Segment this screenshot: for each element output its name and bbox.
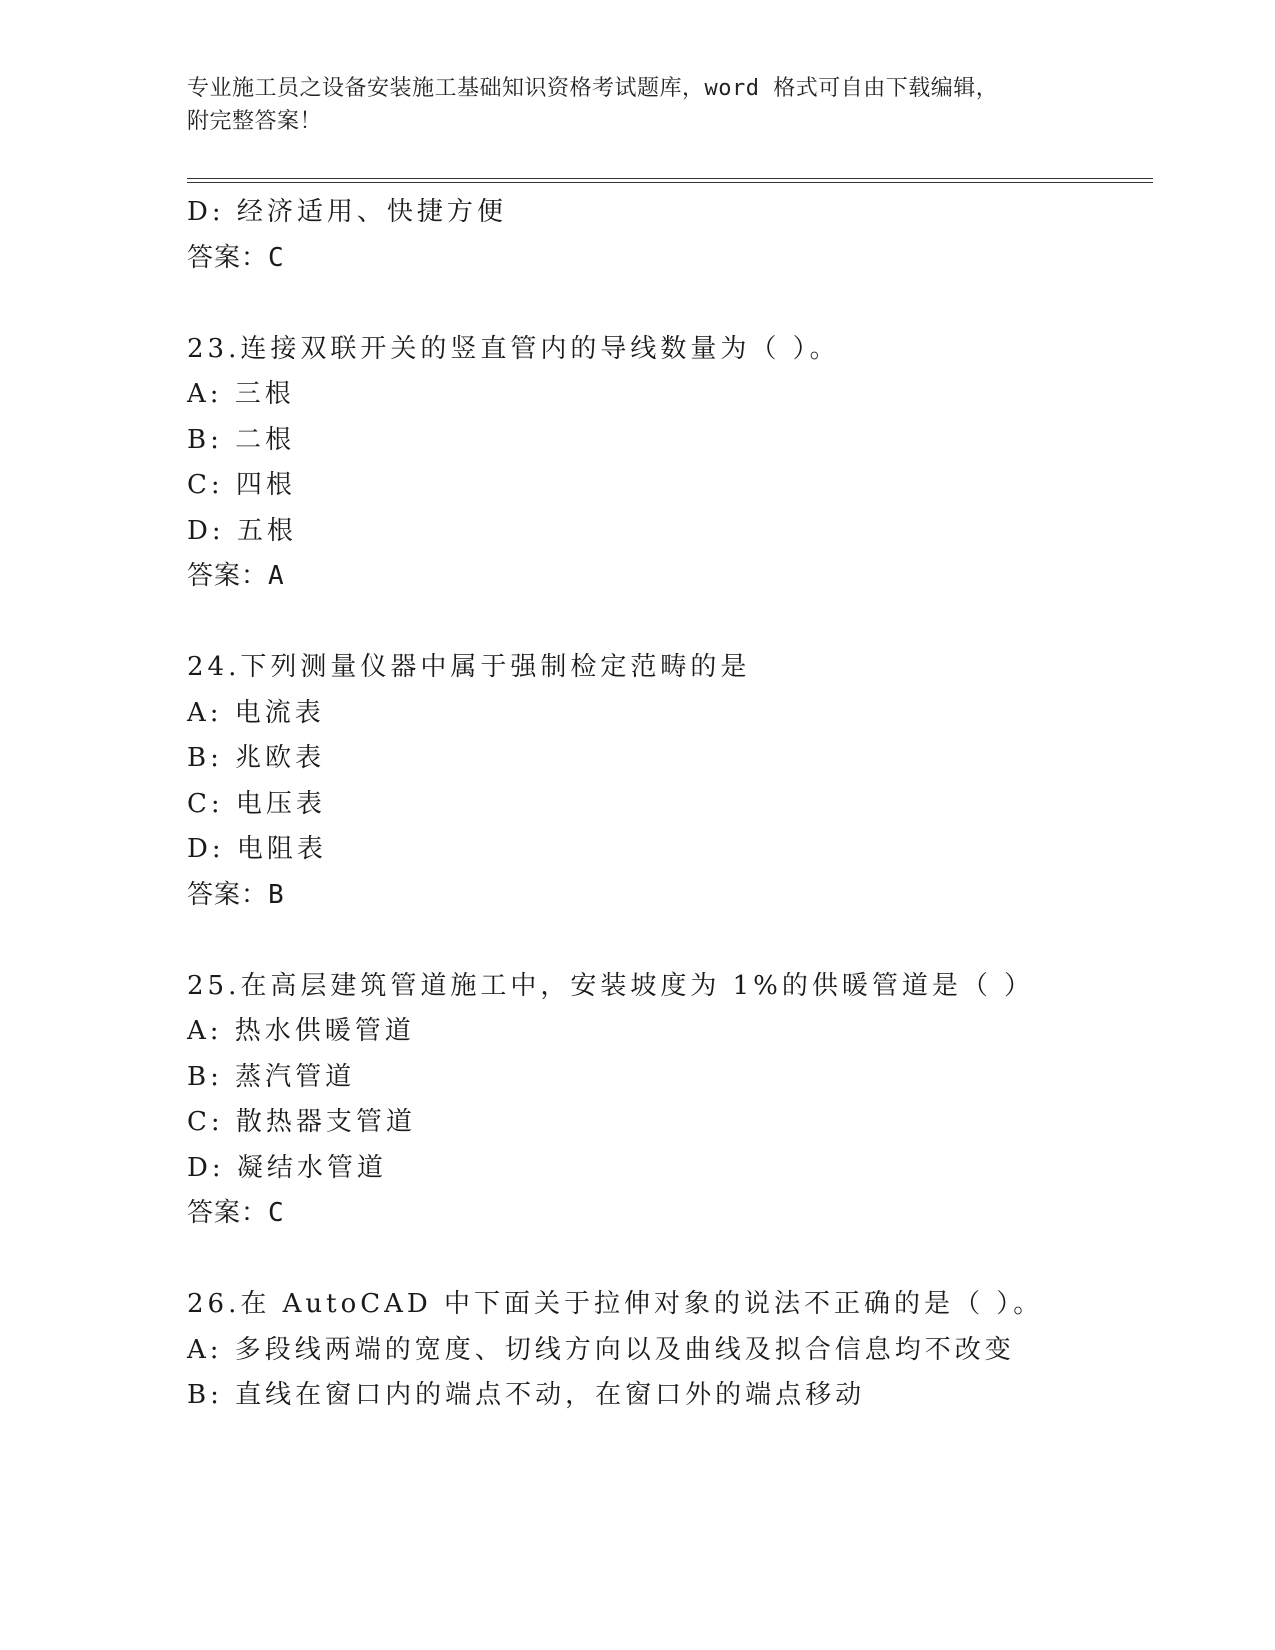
- header-divider-top: [187, 178, 1153, 179]
- option-b: B: 二根: [187, 424, 296, 455]
- option-c: C: 电压表: [187, 788, 326, 819]
- answer-line: 答案：B: [187, 879, 285, 910]
- option-d: D: 电阻表: [187, 834, 327, 864]
- question-text: 24.下列测量仪器中属于强制检定范畴的是: [187, 652, 751, 682]
- header-line-2: 附完整答案！: [187, 109, 323, 134]
- option-d: D: 五根: [187, 515, 297, 546]
- option-b: B: 蒸汽管道: [187, 1061, 356, 1092]
- spacer: [187, 1237, 1153, 1283]
- answer-line: 答案：A: [187, 561, 285, 591]
- option-c: C: 四根: [187, 470, 296, 500]
- option-d: D: 经济适用、快捷方便: [187, 197, 507, 227]
- option-b: B: 直线在窗口内的端点不动，在窗口外的端点移动: [187, 1380, 866, 1410]
- document-header: [187, 72, 1087, 138]
- option-a: A: 电流表: [187, 697, 325, 728]
- question-block-25: [187, 964, 1153, 1237]
- answer-line: 答案：C: [187, 1198, 285, 1228]
- question-block-24: [187, 645, 1153, 918]
- option-d: D: 凝结水管道: [187, 1152, 387, 1183]
- spacer: [187, 600, 1153, 646]
- option-a: A: 三根: [187, 379, 295, 409]
- question-text: 26.在 AutoCAD 中下面关于拉伸对象的说法不正确的是（ ）。: [187, 1289, 1044, 1319]
- option-a: A: 多段线两端的宽度、切线方向以及曲线及拟合信息均不改变: [187, 1334, 1015, 1365]
- question-text: 23.连接双联开关的竖直管内的导线数量为（ ）。: [187, 333, 840, 364]
- question-block-23: [187, 327, 1153, 600]
- option-b: B: 兆欧表: [187, 743, 326, 773]
- option-c: C: 散热器支管道: [187, 1107, 416, 1137]
- question-block-prev: [187, 190, 1153, 281]
- spacer: [187, 281, 1153, 327]
- answer-line: 答案：C: [187, 242, 285, 273]
- question-list: [187, 190, 1153, 1419]
- question-block-26: [187, 1282, 1153, 1419]
- question-text: 25.在高层建筑管道施工中，安装坡度为 1%的供暖管道是（ ）: [187, 970, 1035, 1001]
- spacer: [187, 918, 1153, 964]
- header-divider-bottom: [187, 182, 1153, 183]
- header-line-1: 专业施工员之设备安装施工基础知识资格考试题库，word 格式可自由下载编辑，: [187, 76, 999, 101]
- option-a: A: 热水供暖管道: [187, 1016, 415, 1046]
